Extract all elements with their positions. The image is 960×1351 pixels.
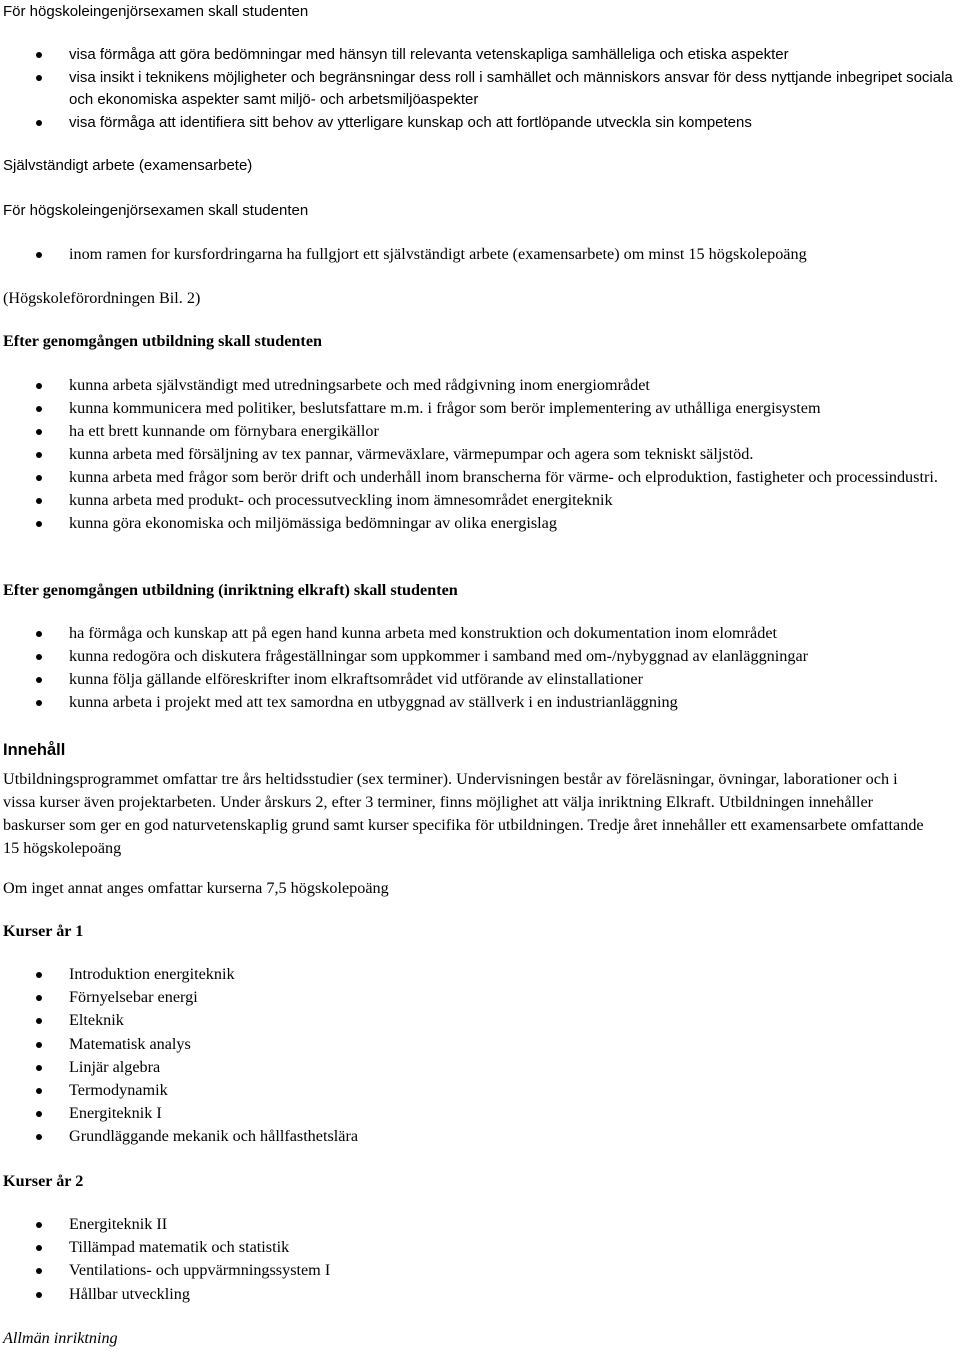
elkraft-outcomes-heading: Efter genomgången utbildning (inriktning elkraft) skall studenten (3, 581, 458, 599)
content-heading: Innehåll (3, 741, 66, 759)
list-item: kunna arbeta med frågor som berör drift och underhåll inom branscherna för värme- och elproduktion, fastigheter och processindustri. (0, 466, 960, 489)
list-item: Grundläggande mekanik och hållfasthetslära (0, 1125, 960, 1148)
list-item: visa förmåga att identifiera sitt behov av ytterligare kunskap och att fortlöpande utveckla sin kompetens (0, 112, 960, 135)
list-item: Elteknik (0, 1009, 960, 1032)
list-item: Energiteknik II (0, 1213, 960, 1236)
list-item: Termodynamik (0, 1079, 960, 1102)
degree-intro: För högskoleingenjörsexamen skall studenten (3, 3, 309, 20)
content-paragraph: Utbildningsprogrammet omfattar tre års heltidsstudier (sex terminer). Undervisningen består av föreläsningar, övningar, laborationer och i vissa kurser även projektarbeten. Under årskurs 2, efter 3 terminer, finns möjlighet att välja inriktning Elkraft. Utbildningen innehåller baskurser som ger en god naturvetenskaplig grund samt kurser specifika för utbildningen. Tredje året innehåller ett examensarbete omfattande 15 högskolepoäng (3, 770, 924, 857)
list-item: Ventilations- och uppvärmningssystem I (0, 1259, 960, 1282)
outcomes-heading: Efter genomgången utbildning skall studenten (3, 332, 323, 350)
track-subheading: Allmän inriktning (3, 1329, 118, 1347)
list-item: visa insikt i teknikens möjligheter och begränsningar dess roll i samhället och människors ansvar för dess nyttjande inbegripet sociala och ekonomiska aspekter samt miljö- och arbetsmiljöaspekter (0, 67, 960, 112)
list-item: kunna arbeta självständigt med utredningsarbete och med rådgivning inom energiområdet (0, 374, 960, 397)
list-item: kunna kommunicera med politiker, beslutsfattare m.m. i frågor som berör implementering av uthålliga energisystem (0, 397, 960, 420)
list-item: kunna arbeta med försäljning av tex pannar, värmeväxlare, värmepumpar och agera som tekniskt säljstöd. (0, 443, 960, 466)
list-item: kunna göra ekonomiska och miljömässiga bedömningar av olika energislag (0, 512, 960, 535)
list-item: ha förmåga och kunskap att på egen hand kunna arbeta med konstruktion och dokumentation inom elområdet (0, 622, 960, 645)
list-item: Introduktion energiteknik (0, 963, 960, 986)
list-item: kunna redogöra och diskutera frågeställningar som uppkommer i samband med om-/nybyggnad av elanläggningar (0, 645, 960, 668)
list-item: Tillämpad matematik och statistik (0, 1236, 960, 1259)
list-item: Förnyelsebar energi (0, 986, 960, 1009)
elkraft-outcomes-list (0, 622, 960, 714)
year2-heading: Kurser år 2 (3, 1172, 84, 1190)
list-item: kunna följa gällande elföreskrifter inom elkraftsområdet vid utförande av elinstallationer (0, 668, 960, 691)
regulation-reference: (Högskoleförordningen Bil. 2) (3, 289, 201, 307)
list-item: visa förmåga att göra bedömningar med hänsyn till relevanta vetenskapliga samhälleliga och etiska aspekter (0, 44, 960, 67)
list-item: ha ett brett kunnande om förnybara energikällor (0, 420, 960, 443)
list-item: inom ramen for kursfordringarna ha fullgjort ett självständigt arbete (examensarbete) om minst 15 högskolepoäng (0, 243, 960, 266)
year1-course-list (0, 963, 960, 1149)
year2-course-list (0, 1213, 960, 1306)
list-item: Linjär algebra (0, 1056, 960, 1079)
thesis-requirements-list (0, 243, 960, 266)
list-item: Matematisk analys (0, 1033, 960, 1056)
list-item: Energiteknik I (0, 1102, 960, 1125)
year1-heading: Kurser år 1 (3, 922, 84, 940)
degree-requirements-list (0, 44, 960, 134)
thesis-heading: Självständigt arbete (examensarbete) (3, 157, 253, 174)
credits-note: Om inget annat anges omfattar kurserna 7,5 högskolepoäng (3, 879, 389, 897)
list-item: kunna arbeta i projekt med att tex samordna en utbyggnad av ställverk i en industrianläggning (0, 691, 960, 714)
list-item: Hållbar utveckling (0, 1283, 960, 1306)
thesis-intro: För högskoleingenjörsexamen skall studenten (3, 202, 309, 219)
outcomes-list (0, 374, 960, 535)
list-item: kunna arbeta med produkt- och processutveckling inom ämnesområdet energiteknik (0, 489, 960, 512)
